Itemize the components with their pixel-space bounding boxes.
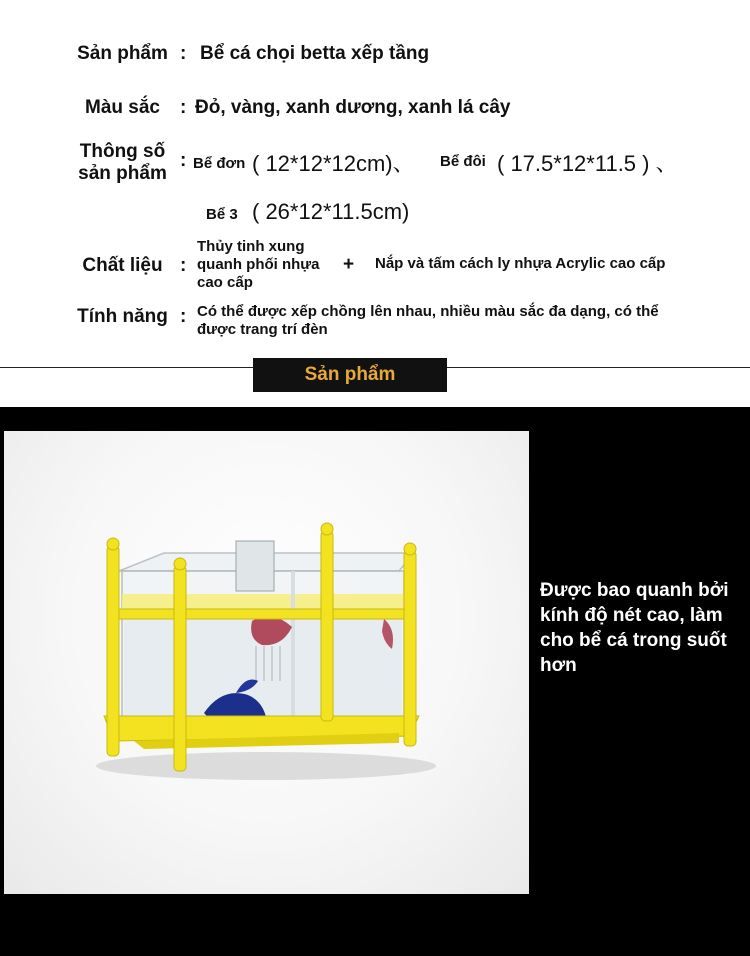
spec-product-colon: :	[180, 43, 187, 64]
spec-size-label-line1: Thông số	[79, 141, 166, 162]
spec-product-value: Bể cá chọi betta xếp tầng	[200, 43, 430, 64]
spec-color-label: Màu sắc	[85, 97, 160, 118]
spec-product-label: Sản phẩm	[77, 43, 168, 64]
spec-material-colon: :	[180, 255, 187, 276]
spec-size-triple-value: ( 26*12*11.5cm)	[252, 199, 410, 224]
spec-material-value-part2: Nắp và tấm cách ly nhựa Acrylic cao cấp	[375, 255, 666, 272]
betta-tank-illustration	[4, 431, 529, 894]
section-tab-product: Sản phẩm	[253, 358, 447, 392]
spec-material-label: Chất liệu	[82, 255, 163, 276]
spec-size-triple-label: Bể 3	[206, 206, 238, 223]
spec-feature-label: Tính năng	[77, 306, 168, 327]
product-photo	[4, 431, 529, 894]
spec-size-single-label: Bể đơn	[193, 155, 246, 172]
spec-size-double-label: Bể đôi	[440, 153, 486, 170]
spec-size-colon: :	[180, 150, 187, 171]
spec-color-colon: :	[180, 97, 187, 118]
spec-size-double-value: ( 17.5*12*11.5 ) 、	[497, 151, 678, 176]
spec-feature-value: Có thể được xếp chồng lên nhau, nhiều màu sắc đa dạng, có thể được trang trí đèn	[197, 303, 659, 338]
spec-material-plus: +	[343, 254, 355, 275]
spec-material-value-part1: Thủy tinh xung quanh phối nhựa cao cấp	[197, 238, 320, 291]
spec-size-label-line2: sản phẩm	[78, 163, 167, 184]
photo-caption: Được bao quanh bởi kính độ nét cao, làm cho bể cá trong suốt hơn	[540, 580, 729, 676]
spec-feature-colon: :	[180, 306, 187, 327]
spec-size-single-value: ( 12*12*12cm)、	[252, 151, 415, 176]
spec-color-value: Đỏ, vàng, xanh dương, xanh lá cây	[195, 97, 511, 118]
